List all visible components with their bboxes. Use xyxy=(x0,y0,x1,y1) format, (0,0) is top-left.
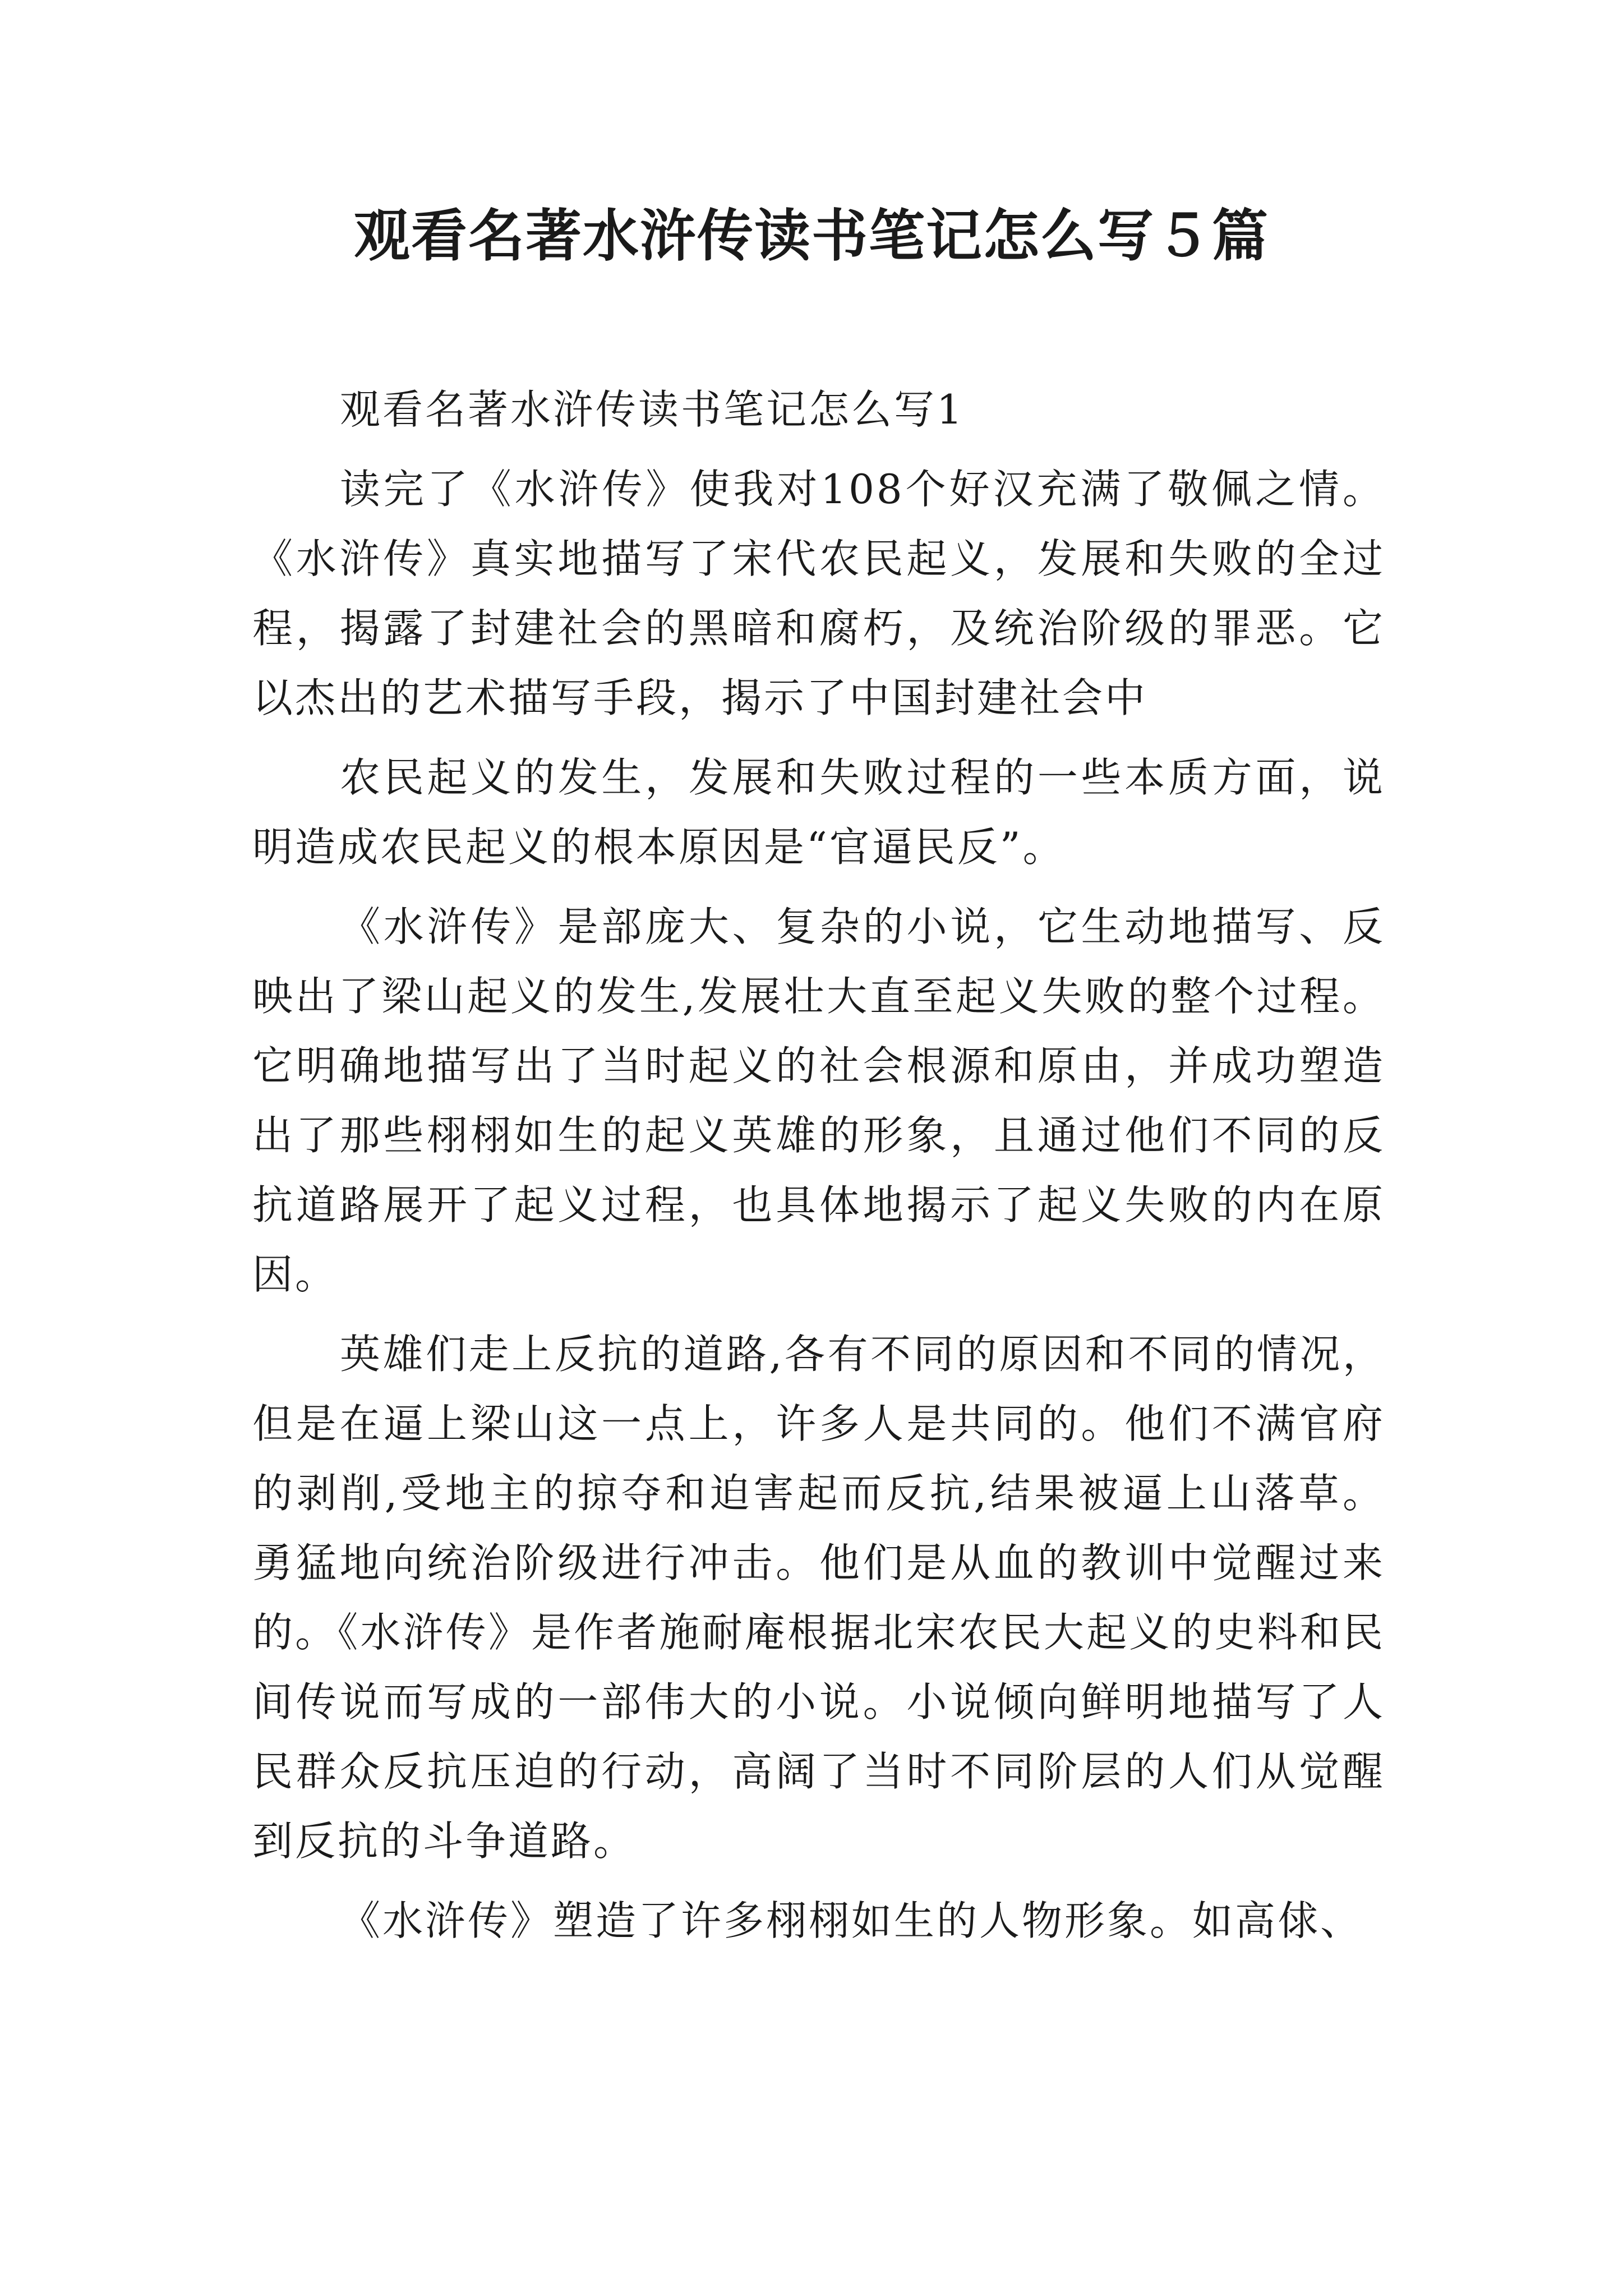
section-heading: 观看名著水浒传读书笔记怎么写1 xyxy=(340,386,965,433)
document-title: 观看名著水浒传读书笔记怎么写５篇 xyxy=(354,203,1269,269)
paragraph: 农民起义的发生，发展和失败过程的一些本质方面，说明造成农民起义的根本原因是“官逼民反”。 xyxy=(252,754,1385,871)
paragraph: 《水浒传》塑造了许多栩栩如生的人物形象。如高俅、 xyxy=(340,1897,1363,1944)
paragraph: 读完了《水浒传》使我对108个好汉充满了敬佩之情。《水浒传》真实地描写了宋代农民起义，发展和失败的全过程，揭露了封建社会的黑暗和腐朽，及统治阶级的罪恶。它以杰出的艺术描写手段，揭示了中国封建社会中 xyxy=(252,466,1385,721)
document-body xyxy=(252,375,1385,1955)
paragraph: 《水浒传》是部庞大、复杂的小说，它生动地描写、反映出了梁山起义的发生,发展壮大直至起义失败的整个过程。它明确地描写出了当时起义的社会根源和原由，并成功塑造出了那些栩栩如生的起义英雄的形象，且通过他们不同的反抗道路展开了起义过程，也具体地揭示了起义失败的内在原因。 xyxy=(252,903,1385,1298)
paragraph: 英雄们走上反抗的道路,各有不同的原因和不同的情况，但是在逼上梁山这一点上，许多人是共同的。他们不满官府的剥削,受地主的掠夺和迫害起而反抗,结果被逼上山落草。勇猛地向统治阶级进行冲击。他们是从血的教训中觉醒过来的。《水浒传》是作者施耐庵根据北宋农民大起义的史料和民间传说而写成的一部伟大的小说。小说倾向鲜明地描写了人民群众反抗压迫的行动，高阔了当时不同阶层的人们从觉醒到反抗的斗争道路。 xyxy=(252,1331,1385,1865)
